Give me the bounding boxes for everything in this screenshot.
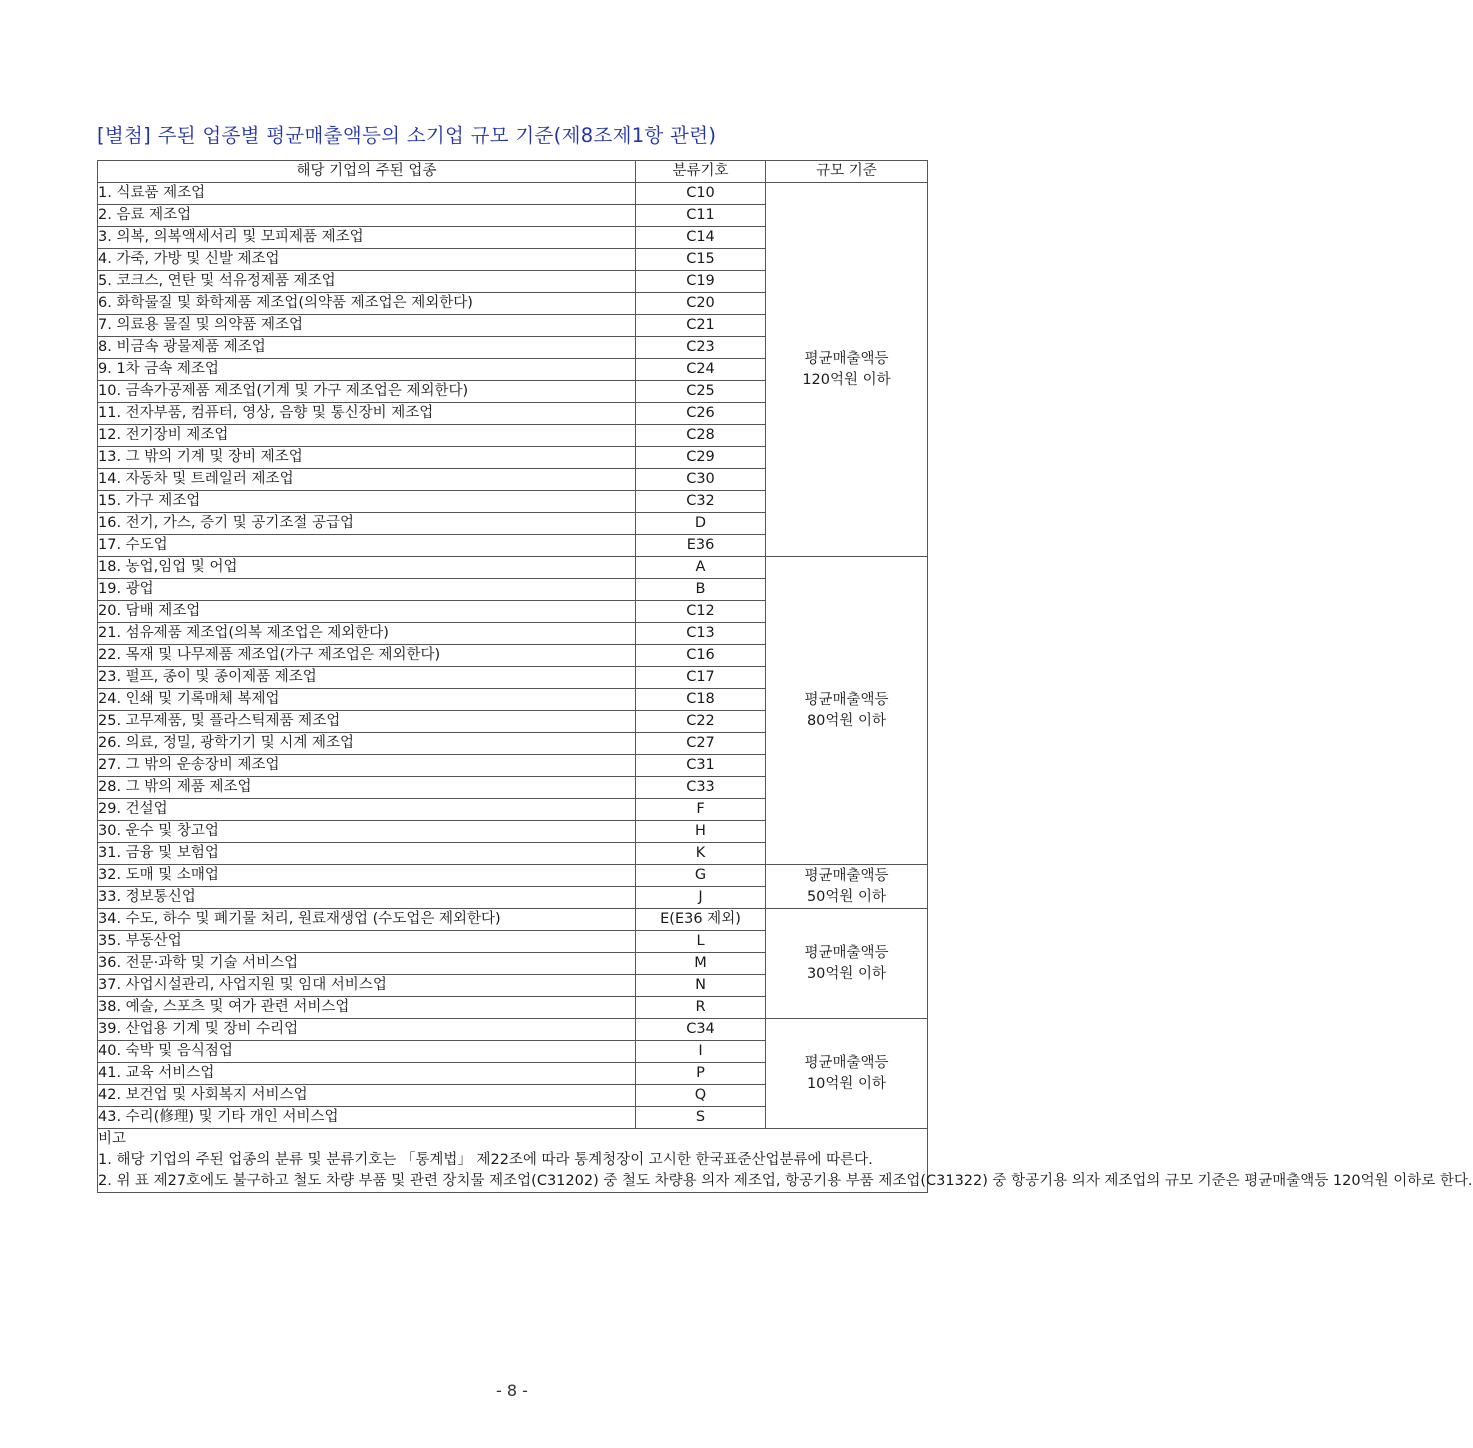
code-cell: C33 xyxy=(636,777,766,799)
code-cell: C31 xyxy=(636,755,766,777)
code-cell: C17 xyxy=(636,667,766,689)
industry-cell: 29. 건설업 xyxy=(98,799,636,821)
size-standard-line: 평균매출액등 xyxy=(804,691,889,708)
code-cell: F xyxy=(636,799,766,821)
industry-cell: 8. 비금속 광물제품 제조업 xyxy=(98,337,636,359)
table-header-row xyxy=(98,161,928,183)
size-standard-line: 80억원 이하 xyxy=(806,712,887,729)
code-cell: C27 xyxy=(636,733,766,755)
size-standard-line: 평균매출액등 xyxy=(804,867,889,884)
industry-cell: 10. 금속가공제품 제조업(기계 및 가구 제조업은 제외한다) xyxy=(98,381,636,403)
industry-cell: 34. 수도, 하수 및 폐기물 처리, 원료재생업 (수도업은 제외한다) xyxy=(98,909,636,931)
industry-cell: 26. 의료, 정밀, 광학기기 및 시계 제조업 xyxy=(98,733,636,755)
code-cell: C34 xyxy=(636,1019,766,1041)
industry-cell: 25. 고무제품, 및 플라스틱제품 제조업 xyxy=(98,711,636,733)
code-cell: C20 xyxy=(636,293,766,315)
notes-cell xyxy=(98,1129,1473,1193)
header-industry: 해당 기업의 주된 업종 xyxy=(98,161,636,183)
code-cell: C23 xyxy=(636,337,766,359)
industry-cell: 15. 가구 제조업 xyxy=(98,491,636,513)
industry-cell: 41. 교육 서비스업 xyxy=(98,1063,636,1085)
industry-cell: 43. 수리(修理) 및 기타 개인 서비스업 xyxy=(98,1107,636,1129)
table-row xyxy=(98,865,928,887)
size-standard-line: 50억원 이하 xyxy=(806,888,887,905)
size-standard-cell xyxy=(766,557,928,865)
industry-cell: 4. 가죽, 가방 및 신발 제조업 xyxy=(98,249,636,271)
header-code: 분류기호 xyxy=(636,161,766,183)
code-cell: N xyxy=(636,975,766,997)
industry-cell: 3. 의복, 의복액세서리 및 모피제품 제조업 xyxy=(98,227,636,249)
note-item-1: 1. 해당 기업의 주된 업종의 분류 및 분류기호는 「통계법」 제22조에 따라 통계청장이 고시한 한국표준산업분류에 따른다. xyxy=(98,1152,873,1168)
code-cell: C15 xyxy=(636,249,766,271)
code-cell: C30 xyxy=(636,469,766,491)
notes-row xyxy=(98,1129,928,1193)
size-standard-line: 30억원 이하 xyxy=(806,965,887,982)
code-cell: C25 xyxy=(636,381,766,403)
table-row xyxy=(98,183,928,205)
note-item-2: 2. 위 표 제27호에도 불구하고 철도 차량 부품 및 관련 장치물 제조업(C31202) 중 철도 차량용 의자 제조업, 항공기용 부품 제조업(C31322) 중 항공기용 의자 제조업의 규모 기준은 평균매출액등 120억원 이하로 한다. xyxy=(98,1173,1473,1189)
code-cell: D xyxy=(636,513,766,535)
industry-cell: 1. 식료품 제조업 xyxy=(98,183,636,205)
industry-cell: 28. 그 밖의 제품 제조업 xyxy=(98,777,636,799)
industry-cell: 24. 인쇄 및 기록매체 복제업 xyxy=(98,689,636,711)
code-cell: L xyxy=(636,931,766,953)
size-standard-cell xyxy=(766,865,928,909)
code-cell: K xyxy=(636,843,766,865)
code-cell: C14 xyxy=(636,227,766,249)
code-cell: C26 xyxy=(636,403,766,425)
code-cell: G xyxy=(636,865,766,887)
size-standard-cell xyxy=(766,183,928,557)
size-standard-line: 평균매출액등 xyxy=(804,1054,889,1071)
table-row xyxy=(98,557,928,579)
code-cell: M xyxy=(636,953,766,975)
code-cell: C32 xyxy=(636,491,766,513)
size-standard-cell xyxy=(766,909,928,1019)
industry-cell: 7. 의료용 물질 및 의약품 제조업 xyxy=(98,315,636,337)
code-cell: C21 xyxy=(636,315,766,337)
code-cell: C13 xyxy=(636,623,766,645)
industry-cell: 30. 운수 및 창고업 xyxy=(98,821,636,843)
table-row xyxy=(98,1019,928,1041)
code-cell: J xyxy=(636,887,766,909)
industry-cell: 9. 1차 금속 제조업 xyxy=(98,359,636,381)
industry-cell: 12. 전기장비 제조업 xyxy=(98,425,636,447)
page-title: [별첨] 주된 업종별 평균매출액등의 소기업 규모 기준(제8조제1항 관련) xyxy=(97,124,717,147)
header-standard: 규모 기준 xyxy=(766,161,928,183)
code-cell: C16 xyxy=(636,645,766,667)
code-cell: C18 xyxy=(636,689,766,711)
code-cell: S xyxy=(636,1107,766,1129)
code-cell: C10 xyxy=(636,183,766,205)
industry-cell: 36. 전문·과학 및 기술 서비스업 xyxy=(98,953,636,975)
code-cell: I xyxy=(636,1041,766,1063)
size-standard-line: 평균매출액등 xyxy=(804,350,889,367)
table-row xyxy=(98,909,928,931)
code-cell: H xyxy=(636,821,766,843)
code-cell: B xyxy=(636,579,766,601)
industry-cell: 31. 금융 및 보험업 xyxy=(98,843,636,865)
industry-cell: 5. 코크스, 연탄 및 석유정제품 제조업 xyxy=(98,271,636,293)
code-cell: C19 xyxy=(636,271,766,293)
notes-heading: 비고 xyxy=(98,1131,127,1147)
industry-cell: 20. 담배 제조업 xyxy=(98,601,636,623)
industry-cell: 11. 전자부품, 컴퓨터, 영상, 음향 및 통신장비 제조업 xyxy=(98,403,636,425)
size-standard-line: 10억원 이하 xyxy=(806,1075,887,1092)
industry-cell: 6. 화학물질 및 화학제품 제조업(의약품 제조업은 제외한다) xyxy=(98,293,636,315)
industry-cell: 23. 펄프, 종이 및 종이제품 제조업 xyxy=(98,667,636,689)
industry-cell: 27. 그 밖의 운송장비 제조업 xyxy=(98,755,636,777)
industry-cell: 37. 사업시설관리, 사업지원 및 임대 서비스업 xyxy=(98,975,636,997)
code-cell: C29 xyxy=(636,447,766,469)
size-standard-cell xyxy=(766,1019,928,1129)
code-cell: C22 xyxy=(636,711,766,733)
code-cell: E(E36 제외) xyxy=(636,909,766,931)
table-body xyxy=(98,183,928,1129)
size-standard-line: 평균매출액등 xyxy=(804,944,889,961)
industry-cell: 38. 예술, 스포츠 및 여가 관련 서비스업 xyxy=(98,997,636,1019)
size-standard-line: 120억원 이하 xyxy=(802,371,891,388)
code-cell: Q xyxy=(636,1085,766,1107)
industry-cell: 22. 목재 및 나무제품 제조업(가구 제조업은 제외한다) xyxy=(98,645,636,667)
industry-cell: 14. 자동차 및 트레일러 제조업 xyxy=(98,469,636,491)
page-number: - 8 - xyxy=(496,1381,528,1400)
industry-cell: 21. 섬유제품 제조업(의복 제조업은 제외한다) xyxy=(98,623,636,645)
industry-cell: 18. 농업,임업 및 어업 xyxy=(98,557,636,579)
code-cell: C12 xyxy=(636,601,766,623)
code-cell: C28 xyxy=(636,425,766,447)
industry-cell: 19. 광업 xyxy=(98,579,636,601)
code-cell: R xyxy=(636,997,766,1019)
industry-cell: 33. 정보통신업 xyxy=(98,887,636,909)
code-cell: C11 xyxy=(636,205,766,227)
industry-cell: 42. 보건업 및 사회복지 서비스업 xyxy=(98,1085,636,1107)
industry-cell: 35. 부동산업 xyxy=(98,931,636,953)
industry-cell: 40. 숙박 및 음식점업 xyxy=(98,1041,636,1063)
code-cell: C24 xyxy=(636,359,766,381)
code-cell: A xyxy=(636,557,766,579)
industry-cell: 17. 수도업 xyxy=(98,535,636,557)
industry-cell: 32. 도매 및 소매업 xyxy=(98,865,636,887)
industry-size-table xyxy=(97,160,1473,1193)
industry-cell: 2. 음료 제조업 xyxy=(98,205,636,227)
code-cell: E36 xyxy=(636,535,766,557)
industry-cell: 16. 전기, 가스, 증기 및 공기조절 공급업 xyxy=(98,513,636,535)
industry-cell: 39. 산업용 기계 및 장비 수리업 xyxy=(98,1019,636,1041)
code-cell: P xyxy=(636,1063,766,1085)
industry-cell: 13. 그 밖의 기계 및 장비 제조업 xyxy=(98,447,636,469)
